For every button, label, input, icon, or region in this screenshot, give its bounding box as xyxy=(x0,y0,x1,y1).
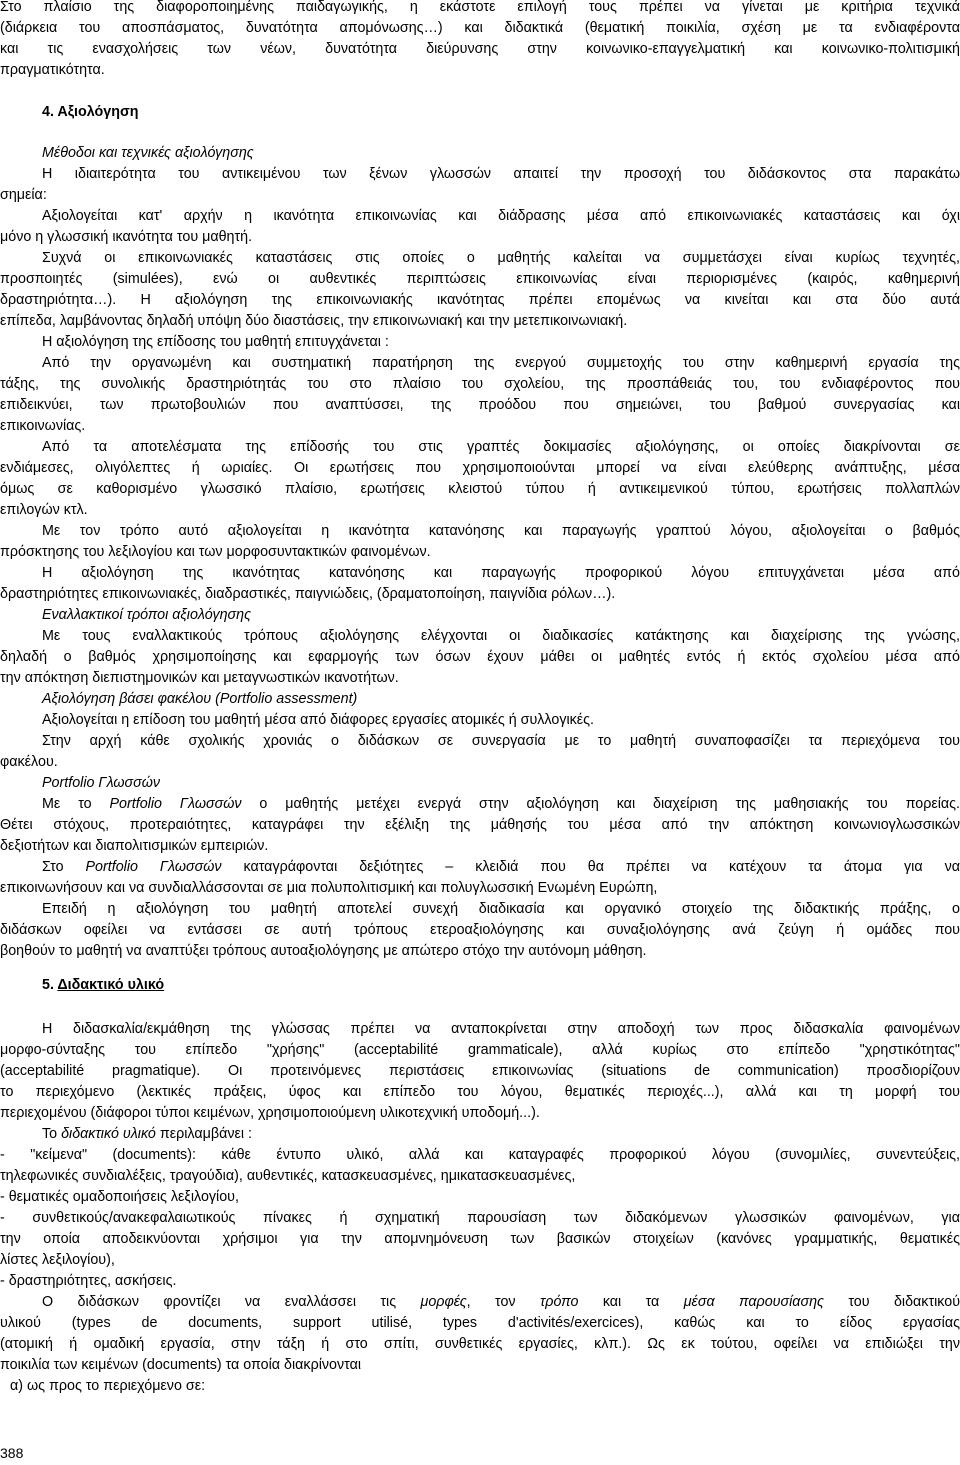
subheading-methods: Μέθοδοι και τεχνικές αξιολόγησης xyxy=(42,145,254,161)
body-text-line: Επειδή η αξιολόγηση του μαθητή αποτελεί συνεχή διαδικασία και οργανικό στοιχείο της διδακτικής πράξης, ο xyxy=(42,901,960,917)
section-heading-teaching-material: 5. Διδακτικό υλικό xyxy=(42,977,165,993)
subheading-language-portfolio: Portfolio Γλωσσών xyxy=(42,775,161,791)
body-text-line: δραστηριότητα…). Η αξιολόγηση της επικοινωνιακής ικανότητας πρέπει επομένως να κινείται και στα δύο αυτά xyxy=(0,292,960,308)
body-text-line: τάξης, της συνολικής δραστηριότητάς του στο πλαίσιο του σχολείου, της προσπάθειάς του, του ενδιαφέροντος που xyxy=(0,376,960,392)
body-text-line: περιεχομένου (διάφοροι τύποι κειμένων, χρησιμοποιούμενη υλικοτεχνική υποδομή...). xyxy=(0,1105,540,1121)
section-heading-evaluation: 4. Αξιολόγηση xyxy=(42,104,139,120)
body-text-line: και τις ενασχολήσεις των νέων, δυνατότητα διεύρυνσης στην κοινωνικο-επαγγελματική και κοινωνικο-πολιτισμική xyxy=(0,41,960,57)
body-text-line: φακέλου. xyxy=(0,754,58,770)
body-text-line: Η αξιολόγηση της επίδοσης του μαθητή επιτυγχάνεται : xyxy=(42,334,389,350)
body-text-line: δραστηριότητες επικοινωνιακές, διαδραστικές, παιγνιώδεις, (δραματοποίηση, παιγνίδια ρόλων…). xyxy=(0,586,616,602)
body-text-line: Η ιδιαιτερότητα του αντικειμένου των ξένων γλωσσών απαιτεί την προσοχή του διδάσκοντος στα παρακάτω xyxy=(42,166,960,182)
body-text-line: Στο Portfolio Γλωσσών καταγράφονται δεξιότητες – κλειδιά που θα πρέπει να κατέχουν τα άτομα για να xyxy=(42,859,960,875)
body-text-line: ενδιάμεσες, ολιγόλεπτες ή ωριαίες. Οι ερωτήσεις που χρησιμοποιούνται μπορεί να είναι ελεύθερης ανάπτυξης, μέσα xyxy=(0,460,960,476)
body-text-line: (ατομική ή ομαδική εργασία, στην τάξη ή στο σπίτι, συνθετικές εργασίες, κλπ.). Ως εκ τούτου, οφείλει να επιδιώξει την xyxy=(0,1336,960,1352)
body-text-line: Η διδασκαλία/εκμάθηση της γλώσσας πρέπει να ανταποκρίνεται στην αποδοχή των προς διδασκαλία φαινομένων xyxy=(42,1021,960,1037)
body-text-line: Αξιολογείται κατ' αρχήν η ικανότητα επικοινωνίας και διάδρασης μέσα από επικοινωνιακές καταστάσεις και όχι xyxy=(42,208,960,224)
subheading-portfolio-assessment: Αξιολόγηση βάσει φακέλου (Portfolio assessment) xyxy=(42,691,358,707)
list-item: τηλεφωνικές συνδιαλέξεις, τραγούδια), αυθεντικές, κατασκευασμένες, ημικατασκευασμένες, xyxy=(0,1168,576,1184)
body-text-line: μορφο-σύνταξης του επίπεδο "χρήσης" (acceptabilité grammaticale), αλλά κυρίως στο επίπεδο "χρηστικότητας" xyxy=(0,1042,960,1058)
body-text-line: δηλαδή ο βαθμός χρησιμοποίησης και εφαρμογής των όσων έχουν μάθει οι μαθητές εντός ή εκτός σχολείου μέσα από xyxy=(0,649,960,665)
body-text-line: επιλογών κτλ. xyxy=(0,502,88,518)
body-text-line: Συχνά οι επικοινωνιακές καταστάσεις στις οποίες ο μαθητής καλείται να συμμετάσχει είναι κυρίως τεχνητές, xyxy=(42,250,960,266)
subheading-alternative: Εναλλακτικοί τρόποι αξιολόγησης xyxy=(42,607,252,623)
body-text-line: προσποιητές (simulées), ενώ οι αυθεντικές περιπτώσεις επικοινωνίας είναι περιορισμένες (καιρός, καθημερινή xyxy=(0,271,960,287)
body-text-line: Με τους εναλλακτικούς τρόπους αξιολόγησης ελέγχονται οι διαδικασίες κατάκτησης και διαχείρισης της γνώσης, xyxy=(42,628,960,644)
list-item: λίστες λεξιλογίου), xyxy=(0,1252,115,1268)
body-text-line: Στην αρχή κάθε σχολικής χρονιάς ο διδάσκων σε συνεργασία με το μαθητή συναποφασίζει τα περιεχόμενα του xyxy=(42,733,960,749)
body-text-line: υλικού (types de documents, support utilisé, types d'activités/exercices), καθώς και το είδος εργασίας xyxy=(0,1315,960,1331)
body-text-line: Από την οργανωμένη και συστηματική παρατήρηση της ενεργού συμμετοχής του στην καθημερινή εργασία της xyxy=(42,355,960,371)
list-item: - "κείμενα" (documents): κάθε έντυπο υλικό, αλλά και καταγραφές προφορικού λόγου (συνομιλίες, συνεντεύξεις, xyxy=(0,1147,960,1163)
body-text-line: ποικιλία των κειμένων (documents) τα οποία διακρίνονται xyxy=(0,1357,362,1373)
body-text-line: Θέτει στόχους, προτεραιότητες, καταγράφει την εξέλιξη της μάθησής του μέσα από την απόκτηση κοινωνιογλωσσικών xyxy=(0,817,960,833)
body-text-line: (acceptabilité pragmatique). Οι προτεινόμενες περιστάσεις επικοινωνίας (situations de communication) προσδιορίζουν xyxy=(0,1063,960,1079)
body-text-line: Με τον τρόπο αυτό αξιολογείται η ικανότητα κατανόησης και παραγωγής γραπτού λόγου, αξιολογείται ο βαθμός xyxy=(42,523,960,539)
page-number: 388 xyxy=(0,1445,24,1461)
body-text-line: Στο πλαίσιο της διαφοροποιημένης παιδαγωγικής, η εκάστοτε επιλογή τους πρέπει να γίνεται με κριτήρια τεχνικά xyxy=(0,0,960,15)
body-text-line: δεξιοτήτων και διαπολιτισμικών εμπειριών. xyxy=(0,838,269,854)
body-text-line: Με το Portfolio Γλωσσών ο μαθητής μετέχει ενεργά στην αξιολόγηση και διαχείριση της μαθησιακής του πορείας. xyxy=(42,796,960,812)
body-text-line: επικοινωνήσουν και να συνδιαλλάσσονται σε μια πολυπολιτισμική και πολυγλωσσική Ενωμένη Ευρώπη, xyxy=(0,880,658,896)
body-text-line: Ο διδάσκων φροντίζει να εναλλάσσει τις μορφές, τον τρόπο και τα μέσα παρουσίασης του διδακτικού xyxy=(42,1294,960,1310)
body-text-line: το περιεχόμενο (λεκτικές πράξεις, ύφος και επίπεδο του λόγου, θεματικές περιοχές...), αλλά και τη μορφή του xyxy=(0,1084,960,1100)
body-text-line: μόνο η γλωσσική ικανότητα του μαθητή. xyxy=(0,229,253,245)
body-text-line: πραγματικότητα. xyxy=(0,62,105,78)
body-text-line: α) ως προς το περιεχόμενο σε: xyxy=(10,1378,206,1394)
body-text-line: Από τα αποτελέσματα της επίδοσής του στις γραπτές δοκιμασίες αξιολόγησης, οι οποίες διακρίνονται σε xyxy=(42,439,960,455)
body-text-line: σημεία: xyxy=(0,187,47,203)
body-text-line: Το διδακτικό υλικό περιλαμβάνει : xyxy=(42,1126,252,1142)
body-text-line: πρόσκτησης του λεξιλογίου και των μορφοσυντακτικών φαινομένων. xyxy=(0,544,431,560)
list-item: - θεματικές ομαδοποιήσεις λεξιλογίου, xyxy=(0,1189,239,1205)
body-text-line: επιδεικνύει, των πρωτοβουλιών που αναπτύσσει, της προόδου που σημειώνει, του βαθμού συνεργασίας και xyxy=(0,397,960,413)
body-text-line: βοηθούν το μαθητή να αναπτύξει τρόπους αυτοαξιολόγησης με απώτερο στόχο την αυτόνομη μάθηση. xyxy=(0,943,647,959)
body-text-line: διδάσκων οφείλει να εντάσσει σε αυτή τρόπους ετεροαξιολόγησης και συναξιολόγησης ανά ζεύγη ή ομάδες που xyxy=(0,922,960,938)
body-text-line: (διάρκεια του αποσπάσματος, δυνατότητα απομόνωσης…) και διδακτικά (θεματική ποικιλία, σχέση με τα ενδιαφέροντα xyxy=(0,20,960,36)
list-item: - δραστηριότητες, ασκήσεις. xyxy=(0,1273,177,1289)
body-text-line: την απόκτηση διεπιστημονικών και μεταγνωστικών ικανοτήτων. xyxy=(0,670,399,686)
body-text-line: επίπεδα, λαμβάνοντας δηλαδή υπόψη δύο διαστάσεις, την επικοινωνιακή και την μετεπικοινωνιακή. xyxy=(0,313,628,329)
body-text-line: επικοινωνίας. xyxy=(0,418,86,434)
list-item: την οποία αποδεικνύονται χρήσιμοι για την απομνημόνευση των βασικών στοιχείων (κανόνες γραμματικής, θεματικές xyxy=(0,1231,960,1247)
body-text-line: Αξιολογείται η επίδοση του μαθητή μέσα από διάφορες εργασίες ατομικές ή συλλογικές. xyxy=(42,712,595,728)
list-item: - συνθετικούς/ανακεφαλαιωτικούς πίνακες ή σχηματική παρουσίαση των διδακόμενων γλωσσικών φαινομένων, για xyxy=(0,1210,960,1226)
body-text-line: όμως σε καθορισμένο γλωσσικό πλαίσιο, ερωτήσεις κλειστού τύπου ή αντικειμενικού τύπου, ερωτήσεις πολλαπλών xyxy=(0,481,960,497)
body-text-line: Η αξιολόγηση της ικανότητας κατανόησης και παραγωγής προφορικού λόγου επιτυγχάνεται μέσα από xyxy=(42,565,960,581)
